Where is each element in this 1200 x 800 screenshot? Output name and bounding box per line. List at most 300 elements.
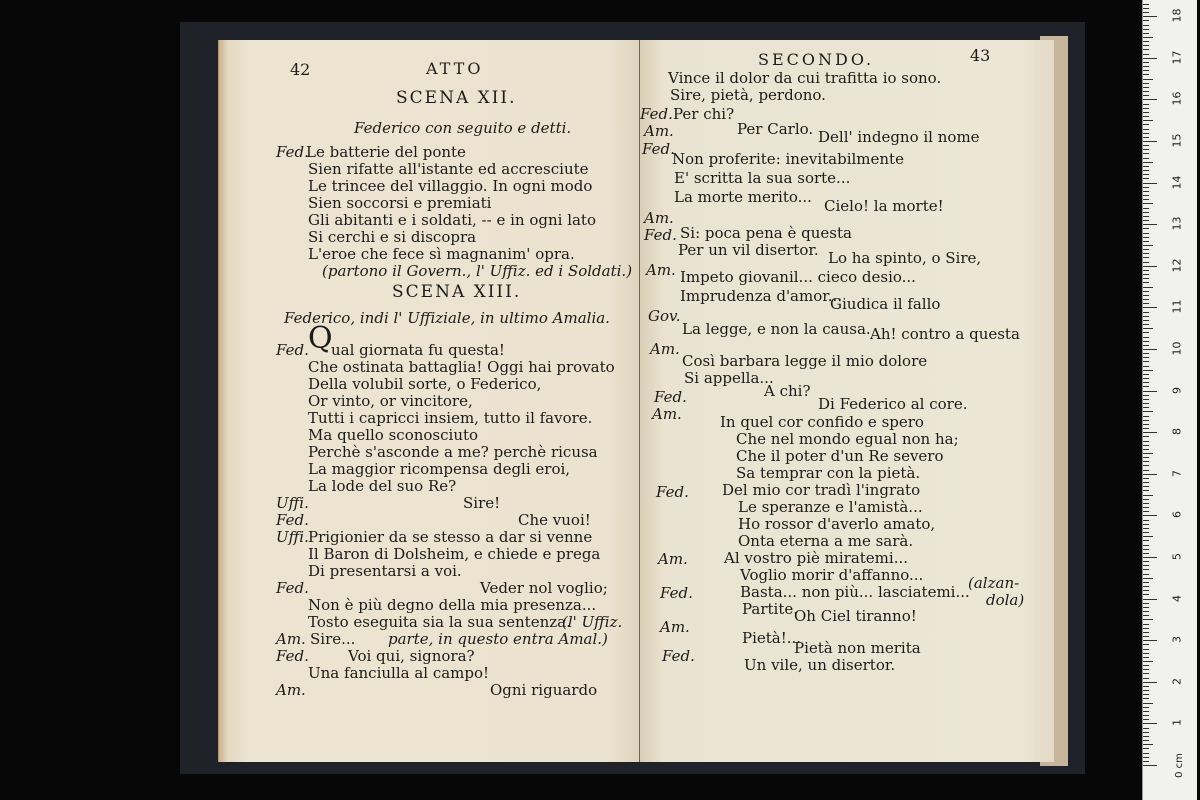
verse-line: Le trincee del villaggio. In ogni modo — [308, 177, 593, 195]
ruler-tick — [1143, 129, 1149, 130]
ruler-tick — [1143, 245, 1153, 246]
verse-line: E' scritta la sua sorte... — [674, 169, 851, 187]
ruler-tick — [1143, 70, 1149, 71]
ruler-tick — [1143, 432, 1157, 433]
ruler-tick — [1143, 270, 1149, 271]
ruler-tick — [1143, 719, 1149, 720]
ruler-tick — [1143, 382, 1149, 383]
ruler-tick — [1143, 565, 1149, 566]
ruler-tick — [1143, 653, 1149, 654]
ruler-tick — [1143, 449, 1149, 450]
ruler-tick — [1143, 233, 1149, 234]
verse-line: Ogni riguardo — [490, 681, 598, 699]
ruler-tick — [1143, 470, 1149, 471]
ruler-tick — [1143, 337, 1149, 338]
ruler-tick — [1143, 690, 1149, 691]
verse-line: Ma quello sconosciuto — [308, 426, 479, 444]
ruler-tick — [1143, 4, 1149, 5]
ruler-tick — [1143, 33, 1149, 34]
ruler-tick — [1143, 162, 1153, 163]
verse-line: Le speranze e l'amistà... — [738, 498, 923, 516]
ruler-tick — [1143, 669, 1149, 670]
ruler-tick — [1143, 224, 1157, 225]
ruler-tick — [1143, 37, 1153, 38]
stage-aside: parte, in questo entra Amal.) — [388, 630, 608, 648]
ruler-tick — [1143, 257, 1149, 258]
verse-line: La maggior ricompensa degli eroi, — [308, 460, 571, 478]
speaker-label: Uffi. — [276, 494, 309, 512]
ruler-number: 16 — [1170, 91, 1184, 106]
verse-line: Le batterie del ponte — [306, 143, 466, 161]
ruler-tick — [1143, 520, 1149, 521]
drop-cap: Q — [308, 321, 333, 356]
ruler-tick — [1143, 357, 1149, 358]
ruler-tick — [1143, 353, 1149, 354]
verse-line: Ah! contro a questa — [870, 325, 1020, 343]
verse-line: Tutti i capricci insiem, tutto il favore. — [308, 409, 593, 427]
ruler-tick — [1143, 744, 1153, 745]
ruler-number: 5 — [1170, 553, 1184, 560]
ruler-tick — [1143, 145, 1149, 146]
ruler-tick — [1143, 49, 1149, 50]
ruler-tick — [1143, 349, 1157, 350]
right-page — [640, 40, 1054, 762]
verse-line: Impeto giovanil... cieco desio... — [680, 268, 916, 286]
ruler-tick — [1143, 104, 1149, 105]
ruler-tick — [1143, 58, 1157, 59]
ruler-tick — [1143, 361, 1149, 362]
ruler-tick — [1143, 624, 1149, 625]
ruler-number: 17 — [1170, 50, 1184, 65]
verse-line: Vince il dolor da cui trafitta io sono. — [668, 69, 942, 87]
verse-line: Veder nol voglio; — [480, 579, 608, 597]
verse-line: Or vinto, or vincitore, — [308, 392, 473, 410]
ruler-tick — [1143, 278, 1149, 279]
verse-line: Del mio cor tradì l'ingrato — [722, 481, 921, 499]
verse-line: Basta... non più... lasciatemi... — [740, 583, 970, 601]
speaker-label: Am. — [276, 681, 306, 699]
ruler-tick — [1143, 474, 1157, 475]
ruler-tick — [1143, 507, 1149, 508]
verse-line: Sien rifatte all'istante ed accresciute — [308, 160, 589, 178]
verse-line: Non proferite: inevitabilmente — [672, 150, 904, 168]
ruler-tick — [1143, 515, 1157, 516]
ruler-tick — [1143, 91, 1149, 92]
page-number-right: 43 — [970, 46, 991, 65]
ruler-tick — [1143, 607, 1149, 608]
verse-line: Al vostro piè miratemi... — [724, 549, 909, 567]
ruler-tick — [1143, 153, 1149, 154]
ruler-tick — [1143, 316, 1149, 317]
ruler-tick — [1143, 632, 1149, 633]
verse-line: Che il poter d'un Re severo — [736, 447, 944, 465]
ruler-tick — [1143, 703, 1153, 704]
speaker-label: Fed. — [662, 647, 695, 665]
ruler-tick — [1143, 158, 1149, 159]
page-number-left: 42 — [290, 60, 311, 79]
ruler-tick — [1143, 441, 1149, 442]
ruler-tick — [1143, 370, 1153, 371]
left-page — [218, 40, 644, 762]
verse-line: Voi qui, signora? — [348, 647, 475, 665]
ruler-tick — [1143, 220, 1149, 221]
scene-xiii-title: SCENA XIII. — [392, 282, 522, 302]
ruler-tick — [1143, 191, 1149, 192]
ruler-tick — [1143, 478, 1149, 479]
running-head-right: SECONDO. — [758, 50, 875, 69]
ruler-number: 3 — [1170, 636, 1184, 644]
speaker-label: Fed. — [276, 647, 309, 665]
ruler-tick — [1143, 748, 1149, 749]
ruler-tick — [1143, 403, 1149, 404]
verse-line: Pietà non merita — [794, 639, 921, 657]
ruler-tick — [1143, 29, 1149, 30]
verse-line: La morte merito... — [674, 188, 812, 206]
ruler-tick — [1143, 707, 1149, 708]
ruler-tick — [1143, 524, 1149, 525]
ruler-tick — [1143, 678, 1149, 679]
ruler-tick — [1143, 728, 1149, 729]
scene-xii-title: SCENA XII. — [396, 88, 517, 108]
stage-aside: (alzan- — [968, 574, 1020, 592]
ruler-tick — [1143, 124, 1149, 125]
ruler-tick — [1143, 366, 1149, 367]
verse-line: Perchè s'asconde a me? perchè ricusa — [308, 443, 598, 461]
speaker-label: Am. — [660, 618, 690, 636]
ruler-tick — [1143, 694, 1149, 695]
ruler-tick — [1143, 445, 1149, 446]
verse-line: In quel cor confido e spero — [720, 413, 924, 431]
ruler-tick — [1143, 753, 1149, 754]
ruler-tick — [1143, 586, 1149, 587]
ruler-number: 9 — [1170, 386, 1184, 394]
ruler-tick — [1143, 665, 1149, 666]
ruler-tick — [1143, 628, 1149, 629]
verse-line: Giudica il fallo — [830, 295, 941, 313]
ruler-tick — [1143, 79, 1153, 80]
ruler-tick — [1143, 757, 1149, 758]
verse-line: Sien soccorsi e premiati — [308, 194, 492, 212]
verse-line: Partite. — [742, 600, 799, 618]
verse-line: Pietà!... — [742, 629, 802, 647]
ruler-tick — [1143, 511, 1149, 512]
speaker-label: Am. — [652, 405, 682, 423]
ruler-tick — [1143, 41, 1149, 42]
verse-line: Oh Ciel tiranno! — [794, 607, 917, 625]
ruler-tick — [1143, 83, 1149, 84]
ruler-tick — [1143, 216, 1149, 217]
ruler-tick — [1143, 395, 1149, 396]
verse-line: Imprudenza d'amor... — [680, 287, 843, 305]
ruler-tick — [1143, 282, 1149, 283]
verse-line: Si appella... — [684, 369, 774, 387]
verse-line: Lo ha spinto, o Sire, — [828, 249, 982, 267]
ruler-tick — [1143, 619, 1153, 620]
speaker-label: Am. — [644, 209, 674, 227]
ruler-tick — [1143, 241, 1149, 242]
verse-line: La lode del suo Re? — [308, 477, 457, 495]
ruler-tick — [1143, 54, 1149, 55]
ruler-number: 6 — [1170, 511, 1184, 519]
ruler-unit-label: 0 cm — [1173, 753, 1185, 778]
ruler-tick — [1143, 149, 1149, 150]
ruler-tick — [1143, 116, 1149, 117]
verse-line: Prigionier da se stesso a dar si venne — [308, 528, 593, 546]
ruler-tick — [1143, 644, 1149, 645]
ruler-number: 14 — [1170, 175, 1184, 190]
ruler-tick — [1143, 495, 1153, 496]
ruler-tick — [1143, 62, 1149, 63]
verse-line: Della volubil sorte, o Federico, — [308, 375, 542, 393]
ruler-tick — [1143, 66, 1149, 67]
verse-line: La legge, e non la causa. — [682, 320, 871, 338]
ruler-tick — [1143, 486, 1149, 487]
ruler-tick — [1143, 45, 1149, 46]
ruler-tick — [1143, 657, 1149, 658]
ruler-tick — [1143, 611, 1149, 612]
ruler-tick — [1143, 569, 1149, 570]
ruler-tick — [1143, 715, 1149, 716]
verse-line: Ho rossor d'averlo amato, — [738, 515, 936, 533]
ruler-tick — [1143, 661, 1153, 662]
ruler-tick — [1143, 141, 1157, 142]
ruler-tick — [1143, 615, 1149, 616]
speaker-label: Gov. — [648, 307, 681, 325]
ruler-number: 8 — [1170, 428, 1184, 436]
verse-line: Per chi? — [673, 105, 735, 123]
ruler-tick — [1143, 120, 1153, 121]
ruler-tick — [1143, 287, 1153, 288]
ruler-number: 2 — [1170, 677, 1184, 685]
ruler-tick — [1143, 399, 1149, 400]
ruler-tick — [1143, 482, 1149, 483]
verse-line: Non è più degno della mia presenza... — [308, 596, 597, 614]
ruler-tick — [1143, 341, 1149, 342]
ruler-tick — [1143, 590, 1149, 591]
stage-aside: dola) — [986, 591, 1025, 609]
ruler-tick — [1143, 532, 1149, 533]
ruler-tick — [1143, 545, 1149, 546]
ruler-tick — [1143, 8, 1149, 9]
ruler-tick — [1143, 686, 1149, 687]
speaker-label: Am. — [658, 550, 688, 568]
ruler-tick — [1143, 274, 1149, 275]
ruler-tick — [1143, 457, 1149, 458]
scene-xiii-stage-direction: Federico, indi l' Uffiziale, in ultimo Amalia. — [284, 309, 610, 327]
verse-line: ual giornata fu questa! — [331, 341, 505, 359]
speaker-label: Fed. — [654, 388, 687, 406]
ruler-tick — [1143, 374, 1149, 375]
verse-line: Si: poca pena è questa — [680, 224, 852, 242]
speaker-label: Am. — [650, 340, 680, 358]
ruler-tick — [1143, 416, 1149, 417]
ruler-tick — [1143, 295, 1149, 296]
verse-line: Dell' indegno il nome — [818, 128, 980, 146]
ruler-tick — [1143, 453, 1153, 454]
verse-line: Onta eterna a me sarà. — [738, 532, 914, 550]
ruler-tick — [1143, 25, 1149, 26]
ruler-tick — [1143, 536, 1153, 537]
ruler-tick — [1143, 582, 1149, 583]
ruler-tick — [1143, 540, 1149, 541]
ruler-number: 13 — [1170, 216, 1184, 231]
ruler-tick — [1143, 557, 1157, 558]
speaker-label: Fed. — [656, 483, 689, 501]
ruler-tick — [1143, 112, 1149, 113]
verse-line: Sire, pietà, perdono. — [670, 86, 826, 104]
verse-line: Così barbara legge il mio dolore — [682, 352, 928, 370]
running-head-left: ATTO — [426, 59, 484, 78]
ruler-tick — [1143, 461, 1149, 462]
verse-line: Tosto eseguita sia la sua sentenza. — [308, 613, 571, 631]
ruler-tick — [1143, 74, 1149, 75]
ruler-tick — [1143, 386, 1149, 387]
verse-line: Sa temprar con la pietà. — [736, 464, 921, 482]
ruler-tick — [1143, 549, 1149, 550]
ruler-tick — [1143, 411, 1153, 412]
exit-stage-direction: (partono il Govern., l' Uffiz. ed i Soldati.) — [322, 262, 633, 280]
ruler-tick — [1143, 636, 1149, 637]
ruler-tick — [1143, 108, 1149, 109]
ruler-tick — [1143, 499, 1149, 500]
ruler-tick — [1143, 299, 1149, 300]
ruler-tick — [1143, 420, 1149, 421]
ruler-tick — [1143, 528, 1149, 529]
ruler-tick — [1143, 16, 1157, 17]
speaker-label: Am. — [646, 261, 676, 279]
verse-line: Un vile, un disertor. — [744, 656, 896, 674]
ruler-tick — [1143, 212, 1149, 213]
ruler-tick — [1143, 711, 1149, 712]
ruler-tick — [1143, 649, 1149, 650]
ruler-number: 7 — [1170, 469, 1184, 477]
verse-line: Che nel mondo egual non ha; — [736, 430, 959, 448]
ruler-tick — [1143, 761, 1149, 762]
ruler-tick — [1143, 490, 1149, 491]
ruler-tick — [1143, 428, 1149, 429]
ruler-tick — [1143, 424, 1149, 425]
ruler-tick — [1143, 378, 1149, 379]
verse-line: Di Federico al core. — [818, 395, 968, 413]
ruler-tick — [1143, 187, 1149, 188]
ruler-tick — [1143, 249, 1149, 250]
ruler-tick — [1143, 599, 1157, 600]
speaker-label: Fed. — [660, 584, 693, 602]
ruler-tick — [1143, 208, 1149, 209]
ruler-tick — [1143, 578, 1153, 579]
ruler-tick — [1143, 170, 1149, 171]
ruler-tick — [1143, 574, 1149, 575]
verse-line: Si cerchi e si discopra — [308, 228, 477, 246]
speaker-label: Fed. — [276, 579, 309, 597]
speaker-label: Fed. — [276, 511, 309, 529]
ruler-tick — [1143, 736, 1149, 737]
ruler-tick — [1143, 765, 1157, 766]
ruler-tick — [1143, 561, 1149, 562]
ruler-tick — [1143, 673, 1149, 674]
ruler-tick — [1143, 303, 1149, 304]
ruler-number: 18 — [1170, 8, 1184, 23]
ruler-tick — [1143, 99, 1157, 100]
ruler-number: 4 — [1170, 594, 1184, 602]
ruler-number: 10 — [1170, 341, 1184, 356]
ruler-tick — [1143, 682, 1157, 683]
ruler-tick — [1143, 228, 1149, 229]
ruler-tick — [1143, 465, 1149, 466]
speaker-label: Fed. — [276, 341, 309, 359]
ruler-tick — [1143, 312, 1149, 313]
ruler-tick — [1143, 166, 1149, 167]
speaker-label: Fed. — [642, 140, 675, 158]
verse-line: Sire! — [463, 494, 501, 512]
ruler-tick — [1143, 237, 1149, 238]
ruler-number: 12 — [1170, 258, 1184, 273]
verse-line: Che vuoi! — [518, 511, 591, 529]
ruler-tick — [1143, 137, 1149, 138]
ruler-tick — [1143, 20, 1149, 21]
ruler-tick — [1143, 195, 1149, 196]
stage-aside: (l' Uffiz. — [562, 613, 623, 631]
ruler-tick — [1143, 603, 1149, 604]
speaker-label: Fed. — [644, 226, 677, 244]
ruler-tick — [1143, 345, 1149, 346]
verse-line: A chi? — [764, 382, 811, 400]
ruler-tick — [1143, 178, 1149, 179]
ruler-tick — [1143, 723, 1157, 724]
ruler-tick — [1143, 553, 1149, 554]
ruler-tick — [1143, 203, 1153, 204]
verse-line: Gli abitanti e i soldati, -- e in ogni lato — [308, 211, 596, 229]
ruler-tick — [1143, 183, 1157, 184]
verse-line: Cielo! la morte! — [824, 197, 944, 215]
ruler-number: 11 — [1170, 299, 1184, 314]
ruler-tick — [1143, 594, 1149, 595]
speaker-label: Fed. — [640, 105, 673, 123]
verse-line: Sire... — [310, 630, 356, 648]
verse-line: Per Carlo. — [737, 120, 814, 138]
ruler-tick — [1143, 199, 1149, 200]
measurement-ruler — [1142, 0, 1197, 800]
ruler-tick — [1143, 174, 1149, 175]
speaker-label: Am. — [276, 630, 306, 648]
ruler-tick — [1143, 328, 1153, 329]
ruler-tick — [1143, 12, 1149, 13]
scene-xii-stage-direction: Federico con seguito e detti. — [354, 119, 572, 137]
verse-line: Che ostinata battaglia! Oggi hai provato — [308, 358, 615, 376]
ruler-tick — [1143, 503, 1149, 504]
ruler-tick — [1143, 640, 1157, 641]
ruler-number: 1 — [1170, 719, 1184, 727]
verse-line: Il Baron di Dolsheim, e chiede e prega — [308, 545, 601, 563]
ruler-tick — [1143, 133, 1149, 134]
ruler-tick — [1143, 253, 1149, 254]
speaker-label: Am. — [644, 122, 674, 140]
ruler-tick — [1143, 407, 1149, 408]
ruler-tick — [1143, 320, 1149, 321]
ruler-tick — [1143, 291, 1149, 292]
ruler-number: 15 — [1170, 133, 1184, 148]
verse-line: Una fanciulla al campo! — [308, 664, 490, 682]
ruler-tick — [1143, 391, 1157, 392]
verse-line: Di presentarsi a voi. — [308, 562, 462, 580]
ruler-tick — [1143, 266, 1157, 267]
verse-line: Per un vil disertor. — [678, 241, 819, 259]
verse-line: Voglio morir d'affanno... — [740, 566, 924, 584]
ruler-tick — [1143, 436, 1149, 437]
ruler-tick — [1143, 262, 1149, 263]
ruler-tick — [1143, 740, 1149, 741]
ruler-tick — [1143, 698, 1149, 699]
